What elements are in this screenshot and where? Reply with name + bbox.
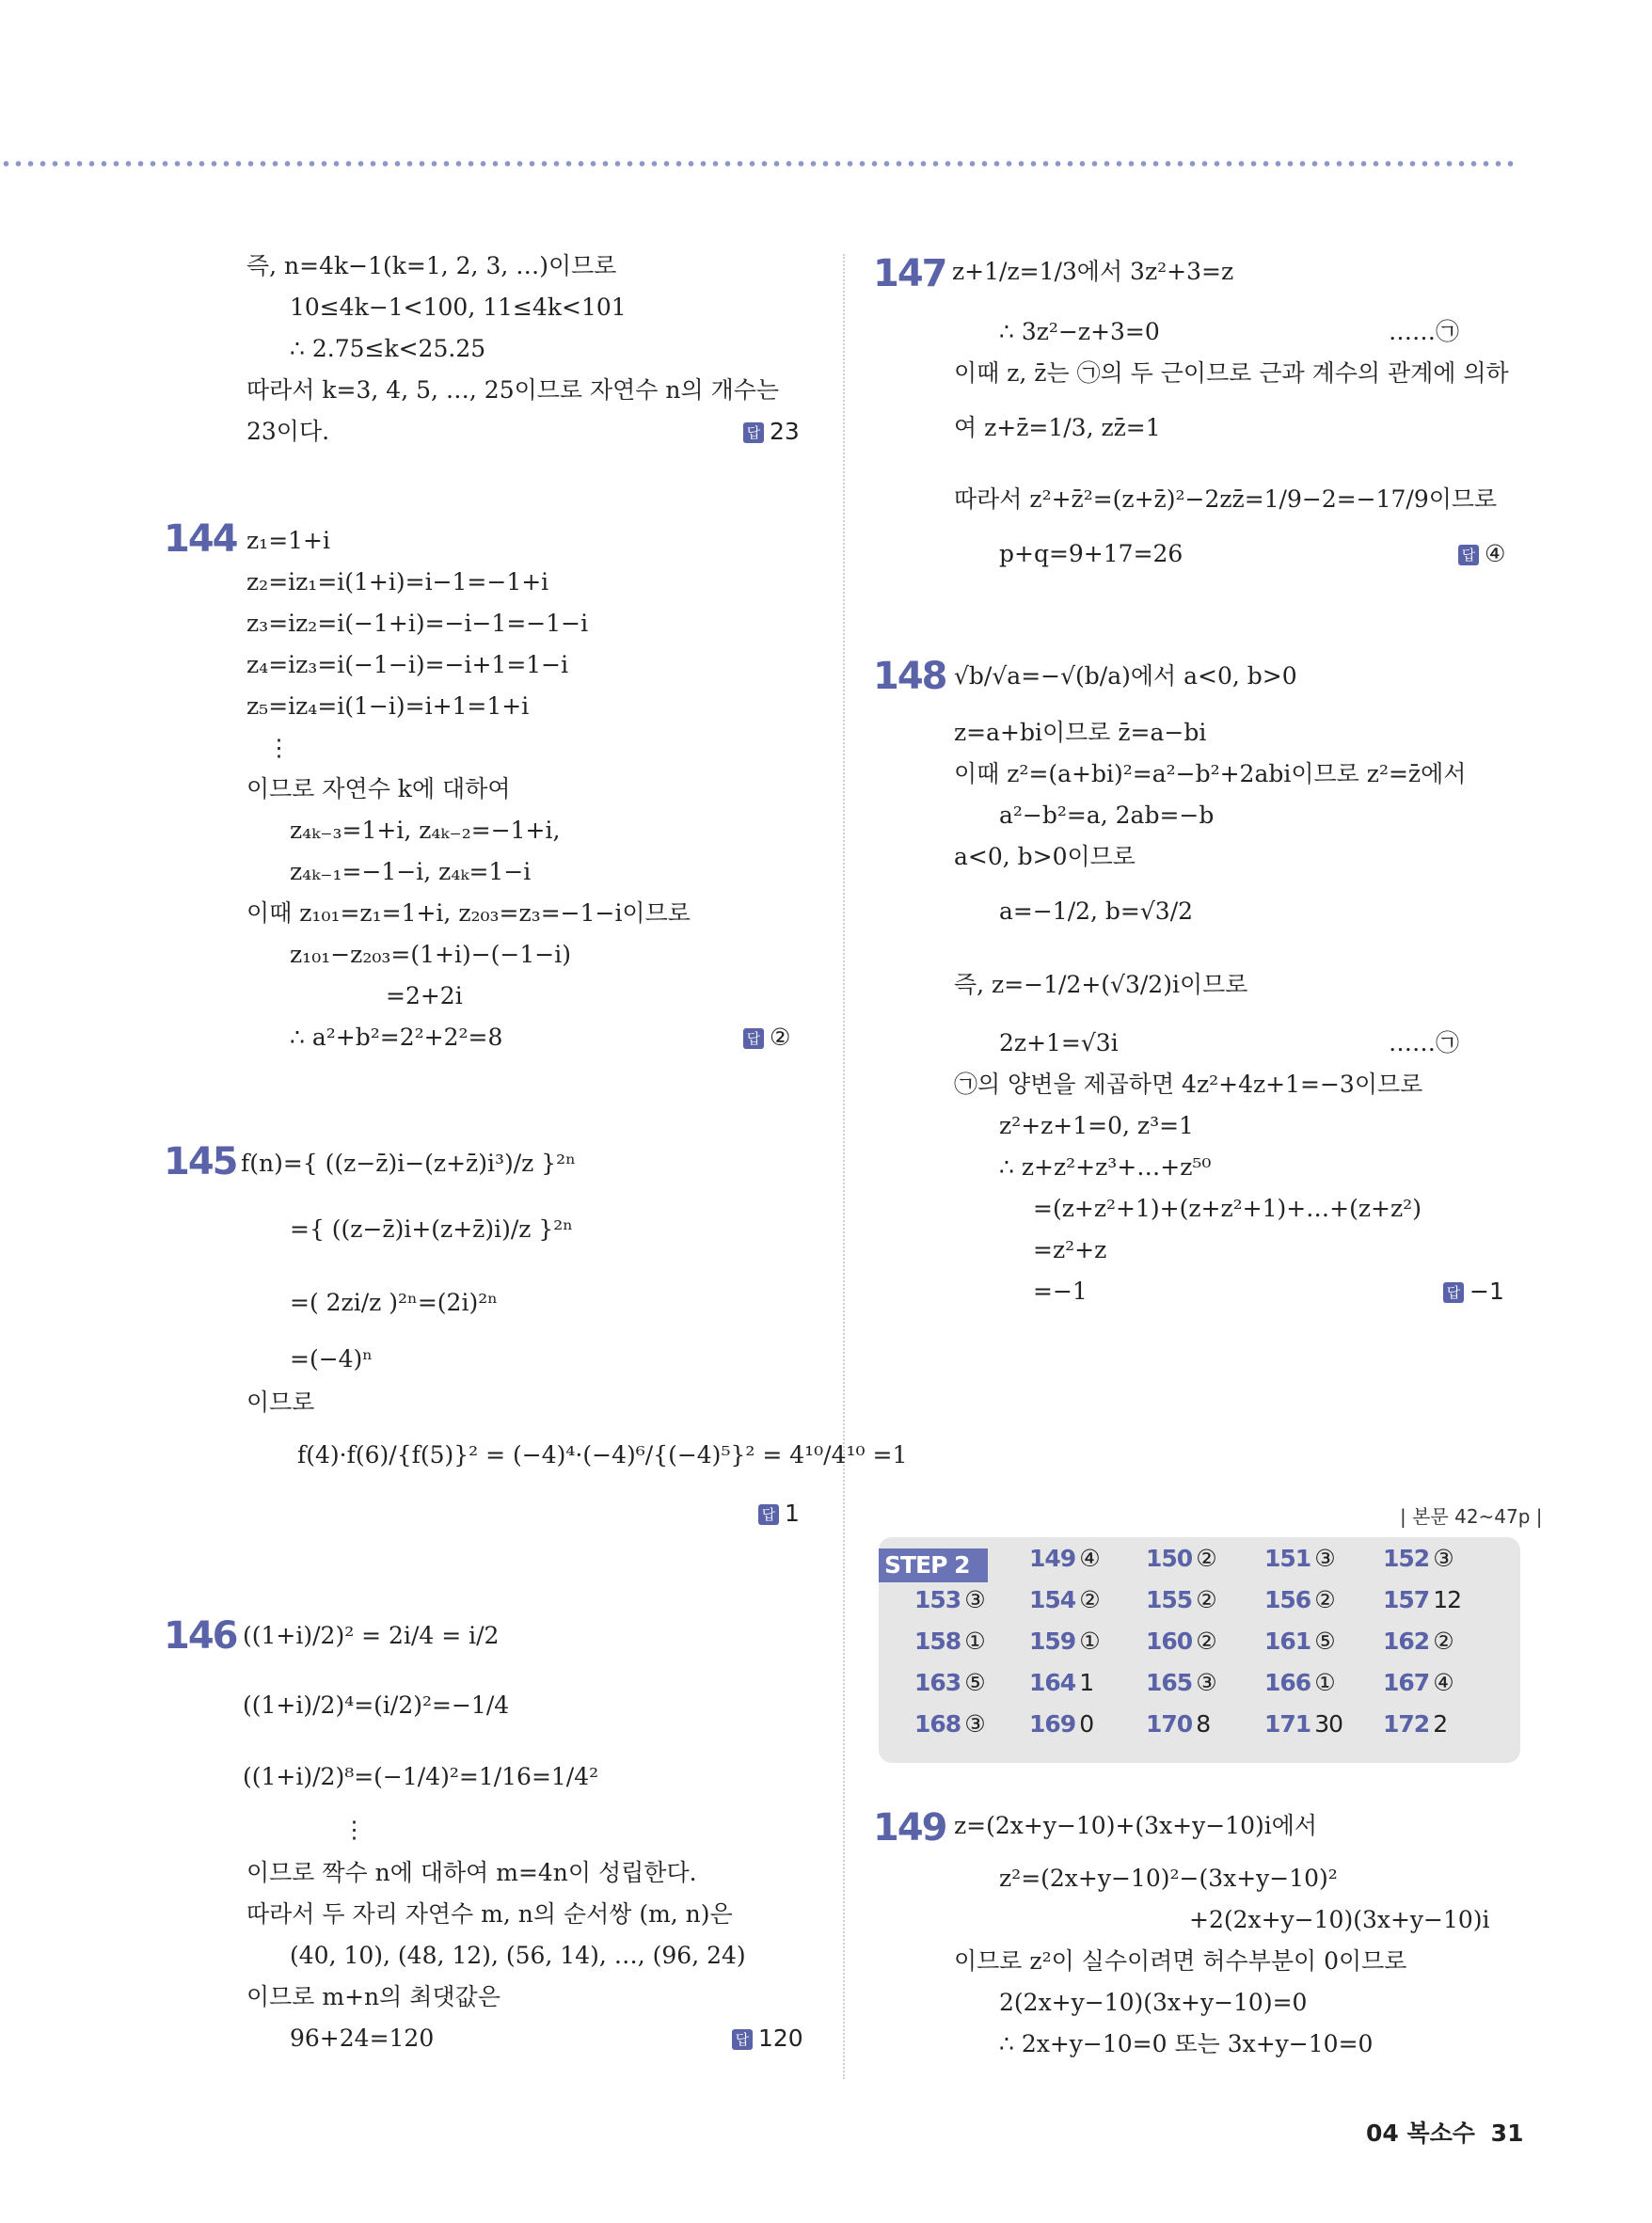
step2-answer-value: ③	[964, 1710, 985, 1738]
step2-answer-item	[1029, 1669, 1093, 1696]
step2-answer-value: ②	[1433, 1628, 1453, 1655]
line: ((1+i)/2)⁸=(−1/4)²=1/16=1/4²	[243, 1763, 599, 1790]
answer-label: 답 ④	[1458, 538, 1505, 570]
line: ((1+i)/2)⁴=(i/2)²=−1/4	[243, 1691, 510, 1719]
step2-problem-number: 162	[1383, 1628, 1430, 1655]
step2-problem-number: 172	[1383, 1710, 1430, 1738]
equation-tag: ……㉠	[1389, 1029, 1460, 1056]
step2-problem-number: 150	[1146, 1545, 1193, 1572]
step2-answer-value: ④	[1079, 1545, 1100, 1572]
step2-problem-number: 156	[1264, 1586, 1311, 1613]
step2-problem-number: 158	[914, 1628, 961, 1655]
step2-answer-value: ③	[1433, 1545, 1453, 1572]
line: =( 2zi/z )²ⁿ=(2i)²ⁿ	[290, 1289, 499, 1316]
line: a<0, b>0이므로	[954, 843, 1136, 870]
line: 이므로 m+n의 최댓값은	[246, 1983, 500, 2010]
step2-answer-value: ②	[1196, 1545, 1216, 1572]
step2-problem-number: 169	[1029, 1710, 1076, 1738]
step2-problem-number: 161	[1264, 1628, 1311, 1655]
line: 따라서 k=3, 4, 5, …, 25이므로 자연수 n의 개수는	[246, 376, 780, 404]
step2-problem-number: 163	[914, 1669, 961, 1696]
answer-badge: 답	[1458, 545, 1479, 565]
line: ∴ 2x+y−10=0 또는 3x+y−10=0	[999, 2030, 1374, 2057]
step2-answer-item	[1029, 1710, 1093, 1738]
textbook-page-reference: | 본문 42~47p |	[1400, 1505, 1543, 1528]
step2-answer-item	[1264, 1669, 1335, 1696]
answer-label: 답 −1	[1443, 1276, 1504, 1308]
line: √b/√a=−√(b/a)에서 a<0, b>0	[954, 662, 1297, 690]
step2-answer-item	[1029, 1586, 1100, 1613]
line: 이므로 자연수 k에 대하여	[246, 775, 511, 802]
line: z₁=1+i	[246, 527, 330, 554]
line: z²+z+1=0, z³=1	[999, 1112, 1194, 1139]
step2-answer-value: 12	[1433, 1586, 1461, 1613]
step2-problem-number: 151	[1264, 1545, 1311, 1572]
answer-label: 답 1	[758, 1498, 800, 1530]
step2-answer-value: ①	[1314, 1669, 1335, 1696]
problem-number: 145	[164, 1140, 237, 1183]
page-number: 31	[1490, 2120, 1524, 2147]
line: 96+24=120	[290, 2025, 435, 2052]
line: ⋮	[267, 734, 291, 761]
step2-answer-value: ③	[1196, 1669, 1216, 1696]
line: a²−b²=a, 2ab=−b	[999, 802, 1215, 829]
step2-answer-item	[1383, 1586, 1461, 1613]
line: ∴ z+z²+z³+…+z⁵⁰	[999, 1153, 1212, 1181]
step2-problem-number: 149	[1029, 1545, 1076, 1572]
step2-answer-item	[1146, 1586, 1216, 1613]
line: ∴ 2.75≤k<25.25	[290, 335, 486, 362]
equation-tag: ……㉠	[1389, 318, 1460, 345]
step2-answer-value: 30	[1314, 1710, 1342, 1738]
step2-answer-value: ⑤	[964, 1669, 985, 1696]
column-divider	[843, 254, 845, 2079]
answer-label: 답 120	[732, 2023, 803, 2055]
problem-number: 148	[873, 655, 946, 698]
line: z=a+bi이므로 z̄=a−bi	[954, 719, 1207, 746]
line: z₂=iz₁=i(1+i)=i−1=−1+i	[246, 568, 549, 595]
step2-answer-value: ①	[1079, 1628, 1100, 1655]
step2-answer-item	[1029, 1628, 1100, 1655]
line: z₁₀₁−z₂₀₃=(1+i)−(−1−i)	[290, 941, 571, 968]
answer-badge: 답	[1443, 1282, 1464, 1303]
step2-problem-number: 168	[914, 1710, 961, 1738]
step2-answer-value: 0	[1079, 1710, 1094, 1738]
line: f(4)·f(6)/{f(5)}² = (−4)⁴·(−4)⁶/{(−4)⁵}² = 4¹⁰/4¹⁰ =1	[297, 1441, 908, 1469]
line: 23이다.	[246, 418, 330, 445]
step2-answer-item	[1146, 1628, 1216, 1655]
line: f(n)={ ((z−z̄)i−(z+z̄)i³)/z }²ⁿ	[241, 1150, 577, 1177]
line: ((1+i)/2)² = 2i/4 = i/2	[243, 1622, 500, 1649]
answer-badge: 답	[732, 2029, 753, 2050]
line: z₄=iz₃=i(−1−i)=−i+1=1−i	[246, 651, 569, 678]
problem-number: 147	[873, 252, 946, 295]
step2-answer-item	[914, 1669, 985, 1696]
line: 즉, z=−1/2+(√3/2)i이므로	[954, 971, 1248, 998]
step2-problem-number: 164	[1029, 1669, 1076, 1696]
line: 따라서 두 자리 자연수 m, n의 순서쌍 (m, n)은	[246, 1900, 733, 1928]
step2-answer-item	[1146, 1710, 1210, 1738]
line: z₄ₖ₋₃=1+i, z₄ₖ₋₂=−1+i,	[290, 817, 561, 844]
step2-answer-value: ③	[964, 1586, 985, 1613]
top-dotted-rule	[0, 160, 1519, 167]
line: =(−4)ⁿ	[290, 1345, 373, 1373]
chapter-title: 04 복소수	[1366, 2120, 1475, 2147]
step2-label: STEP 2	[879, 1548, 988, 1582]
line: 2z+1=√3i	[999, 1029, 1119, 1056]
step2-problem-number: 159	[1029, 1628, 1076, 1655]
step2-problem-number: 170	[1146, 1710, 1193, 1738]
problem-number: 146	[164, 1614, 237, 1658]
line: p+q=9+17=26	[999, 540, 1183, 567]
step2-answer-value: ④	[1433, 1669, 1453, 1696]
line: 이므로 짝수 n에 대하여 m=4n이 성립한다.	[246, 1859, 697, 1886]
step2-answer-value: ③	[1314, 1545, 1335, 1572]
answer-badge: 답	[743, 422, 764, 443]
step2-answer-value: ⑤	[1314, 1628, 1335, 1655]
line: z+1/z=1/3에서 3z²+3=z	[952, 258, 1234, 285]
step2-problem-number: 154	[1029, 1586, 1076, 1613]
line: 이므로 z²이 실수이려면 허수부분이 0이므로	[954, 1947, 1407, 1975]
line: =z²+z	[1033, 1236, 1107, 1263]
line: 이때 z₁₀₁=z₁=1+i, z₂₀₃=z₃=−1−i이므로	[246, 899, 691, 927]
step2-answer-item	[1264, 1586, 1335, 1613]
problem-number: 149	[873, 1806, 946, 1850]
step2-answer-item	[1383, 1710, 1447, 1738]
answer-label: 답 ②	[743, 1022, 790, 1054]
step2-answer-item	[1383, 1628, 1453, 1655]
step2-answer-item	[1383, 1545, 1453, 1572]
line: =−1	[1033, 1278, 1088, 1305]
step2-answer-value: ②	[1196, 1628, 1216, 1655]
line: ⋮	[342, 1816, 366, 1843]
line: z₅=iz₄=i(1−i)=i+1=1+i	[246, 692, 530, 720]
answer-badge: 답	[743, 1028, 764, 1049]
line: z²=(2x+y−10)²−(3x+y−10)²	[999, 1865, 1338, 1892]
answer-badge: 답	[758, 1504, 779, 1525]
step2-problem-number: 171	[1264, 1710, 1311, 1738]
page-footer	[1366, 2115, 1523, 2149]
step2-answer-value: 2	[1433, 1710, 1448, 1738]
step2-answer-item	[1029, 1545, 1100, 1572]
step2-problem-number: 152	[1383, 1545, 1430, 1572]
line: ∴ 3z²−z+3=0	[999, 318, 1160, 345]
line: ={ ((z−z̄)i+(z+z̄)i)/z }²ⁿ	[290, 1215, 574, 1243]
line: =(z+z²+1)+(z+z²+1)+…+(z+z²)	[1033, 1195, 1422, 1222]
step2-answer-value: ①	[964, 1628, 985, 1655]
step2-answer-item	[914, 1586, 985, 1613]
step2-problem-number: 153	[914, 1586, 961, 1613]
line: 이때 z²=(a+bi)²=a²−b²+2abi이므로 z²=z̄에서	[954, 760, 1467, 787]
step2-answer-item	[914, 1710, 985, 1738]
step2-answer-value: ②	[1314, 1586, 1335, 1613]
line: ∴ a²+b²=2²+2²=8	[290, 1024, 503, 1051]
step2-answer-item	[1146, 1669, 1216, 1696]
line: z₄ₖ₋₁=−1−i, z₄ₖ=1−i	[290, 858, 532, 885]
step2-problem-number: 167	[1383, 1669, 1430, 1696]
step2-problem-number: 155	[1146, 1586, 1193, 1613]
step2-answer-item	[1264, 1710, 1342, 1738]
step2-answer-item	[1264, 1628, 1335, 1655]
problem-number: 144	[164, 517, 237, 561]
step2-problem-number: 157	[1383, 1586, 1430, 1613]
step2-answer-item	[1146, 1545, 1216, 1572]
step2-problem-number: 166	[1264, 1669, 1311, 1696]
line: 따라서 z²+z̄²=(z+z̄)²−2zz̄=1/9−2=−17/9이므로	[954, 485, 1498, 513]
step2-answer-value: 8	[1196, 1710, 1211, 1738]
step2-problem-number: 165	[1146, 1669, 1193, 1696]
line: a=−1/2, b=√3/2	[999, 897, 1194, 925]
line: 이므로	[246, 1389, 315, 1416]
line: 10≤4k−1<100, 11≤4k<101	[290, 294, 627, 321]
step2-problem-number: 160	[1146, 1628, 1193, 1655]
step2-answer-item	[914, 1628, 985, 1655]
step2-answer-value: ②	[1196, 1586, 1216, 1613]
step2-answer-value: ②	[1079, 1586, 1100, 1613]
line: ㉠의 양변을 제곱하면 4z²+4z+1=−3이므로	[954, 1071, 1423, 1098]
line: =2+2i	[386, 982, 463, 1009]
line: 즉, n=4k−1(k=1, 2, 3, …)이므로	[246, 252, 617, 279]
line: z=(2x+y−10)+(3x+y−10)i에서	[954, 1812, 1318, 1839]
step2-answer-item	[1264, 1545, 1335, 1572]
line: z₃=iz₂=i(−1+i)=−i−1=−1−i	[246, 610, 589, 637]
line: +2(2x+y−10)(3x+y−10)i	[1189, 1906, 1490, 1933]
answer-label: 답 23	[743, 416, 800, 448]
line: 이때 z, z̄는 ㉠의 두 근이므로 근과 계수의 관계에 의하	[954, 359, 1509, 387]
step2-answer-value: 1	[1079, 1669, 1094, 1696]
line: (40, 10), (48, 12), (56, 14), …, (96, 24)	[290, 1942, 746, 1969]
step2-answer-item	[1383, 1669, 1453, 1696]
line: 여 z+z̄=1/3, zz̄=1	[954, 414, 1161, 441]
line: 2(2x+y−10)(3x+y−10)=0	[999, 1989, 1308, 2016]
